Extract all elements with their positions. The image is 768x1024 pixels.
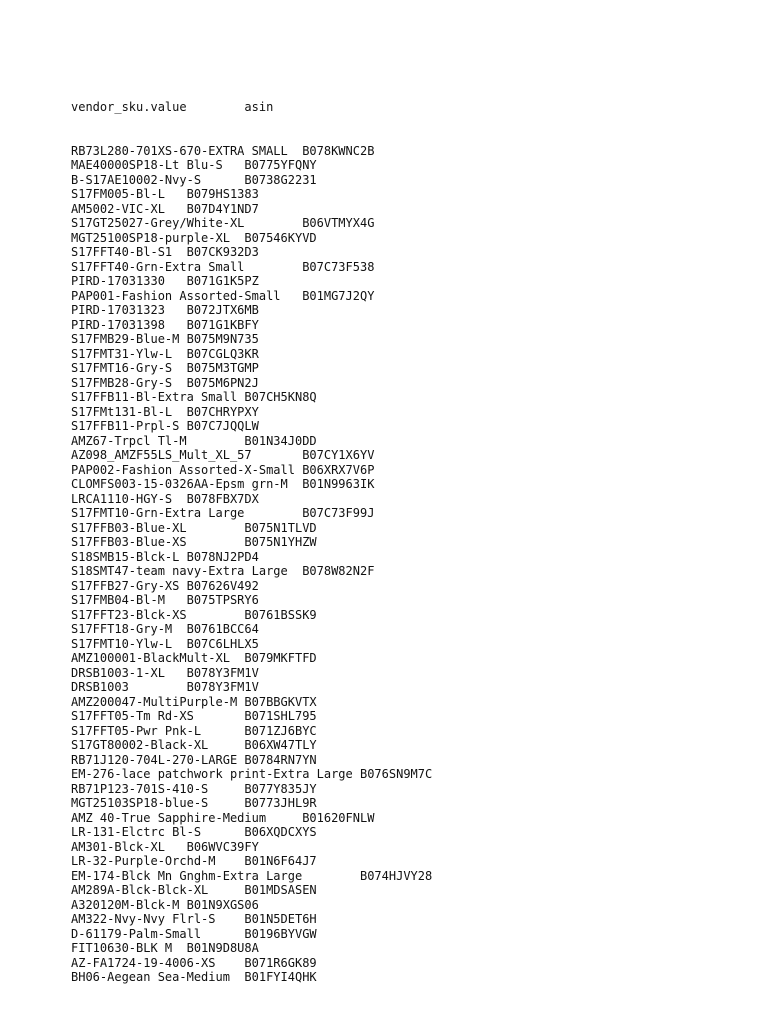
asin-value: B07CY1X6YV	[302, 448, 375, 462]
list-item	[71, 593, 432, 608]
asin-value: B071R6GK89	[244, 955, 317, 970]
list-item	[71, 521, 432, 536]
vendor-sku-value: PIRD-17031330	[71, 274, 165, 288]
asin-value: B071SHL795	[244, 709, 317, 723]
asin-value: B079MKFTFD	[244, 651, 317, 665]
vendor-sku-value: RB71J120-704L-270-LARGE	[71, 752, 238, 767]
asin-value: B01MDSASEN	[244, 883, 317, 897]
header-sku: vendor_sku.value	[71, 100, 187, 114]
vendor-sku-value: S18SMT47-team navy-Extra Large	[71, 564, 288, 578]
list-item	[71, 854, 432, 869]
asin-value: B0775YFQNY	[244, 158, 317, 172]
asin-value: B01FYI4QHK	[244, 970, 317, 984]
list-item	[71, 608, 432, 623]
asin-value: B01620FNLW	[302, 810, 375, 825]
asin-value: B071G1K5PZ	[186, 274, 259, 288]
list-item	[71, 811, 432, 826]
list-item	[71, 260, 432, 275]
vendor-sku-value: S17GT80002-Black-XL	[71, 738, 209, 752]
vendor-sku-value: CLOMFS003-15-0326AA-Epsm grn-M	[71, 477, 288, 491]
list-item	[71, 332, 432, 347]
list-item	[71, 361, 432, 376]
vendor-sku-value: S17FFB11-Prpl-S	[71, 419, 180, 433]
header-asin: asin	[244, 100, 274, 114]
vendor-sku-value: AMZ200047-MultiPurple-M	[71, 694, 238, 709]
vendor-sku-value: AM5002-VIC-XL	[71, 201, 165, 216]
list-item	[71, 782, 432, 797]
list-item	[71, 347, 432, 362]
vendor-sku-value: AM289A-Blck-Blck-XL	[71, 883, 209, 897]
vendor-sku-value: DRSB1003-1-XL	[71, 665, 165, 680]
asin-value: B075M9N735	[186, 332, 259, 346]
list-item	[71, 158, 432, 173]
list-item	[71, 651, 432, 666]
asin-value: B076SN9M7C	[359, 767, 433, 781]
asin-value: B06WVC39FY	[186, 839, 259, 854]
list-item	[71, 448, 432, 463]
vendor-sku-value: S17FFT23-Blck-XS	[71, 607, 187, 622]
list-item	[71, 680, 432, 695]
list-item	[71, 477, 432, 492]
asin-value: B0773JHL9R	[244, 796, 317, 810]
list-item	[71, 419, 432, 434]
vendor-sku-value: S18SMB15-Blck-L	[71, 549, 180, 564]
vendor-sku-value: PAP002-Fashion Assorted-X-Small	[71, 462, 295, 477]
vendor-sku-value: AMZ100001-BlackMult-XL	[71, 651, 230, 665]
list-item	[71, 492, 432, 507]
asin-value: B0738G2231	[244, 172, 317, 187]
asin-value: B07626V492	[186, 578, 259, 593]
vendor-sku-value: S17FM005-Bl-L	[71, 187, 165, 201]
asin-value: B07C7JQQLW	[186, 419, 259, 433]
list-item	[71, 767, 432, 782]
vendor-sku-value: AMZ 40-True Sapphire-Medium	[71, 810, 267, 825]
asin-value: B07C6LHLX5	[186, 636, 259, 651]
vendor-sku-value: LRCA1110-HGY-S	[71, 491, 173, 506]
list-item	[71, 318, 432, 333]
vendor-sku-value: PIRD-17031398	[71, 317, 165, 332]
list-item	[71, 564, 432, 579]
asin-value: B0761BCC64	[186, 622, 259, 636]
list-item	[71, 579, 432, 594]
vendor-sku-value: S17FFT05-Pwr Pnk-L	[71, 723, 202, 738]
vendor-sku-value: AZ-FA1724-19-4006-XS	[71, 955, 216, 970]
vendor-sku-value: RB71P123-701S-410-S	[71, 781, 209, 796]
asin-value: B0784RN7YN	[244, 752, 317, 767]
vendor-sku-value: S17FMT10-Grn-Extra Large	[71, 506, 245, 520]
asin-value: B07BBGKVTX	[244, 694, 317, 709]
vendor-sku-value: S17FMT31-Ylw-L	[71, 346, 173, 361]
list-item	[71, 695, 432, 710]
asin-value: B075N1TLVD	[244, 520, 317, 535]
list-item	[71, 535, 432, 550]
list-item	[71, 245, 432, 260]
vendor-sku-value: B-S17AE10002-Nvy-S	[71, 172, 202, 187]
list-item	[71, 970, 432, 985]
list-item	[71, 883, 432, 898]
asin-value: B01MG7J2QY	[302, 288, 375, 303]
asin-value: B01N9XGS06	[186, 897, 259, 912]
asin-value: B01N9D8U8A	[186, 941, 259, 955]
vendor-sku-value: S17FMt131-Bl-L	[71, 404, 173, 419]
list-item	[71, 202, 432, 217]
vendor-sku-value: DRSB1003	[71, 680, 129, 694]
vendor-sku-value: S17FFB03-Blue-XL	[71, 520, 187, 535]
list-item	[71, 738, 432, 753]
asin-value: B075M3TGMP	[186, 361, 259, 375]
tab-separated-listing	[71, 71, 432, 999]
asin-value: B01N34J0DD	[244, 433, 317, 448]
list-item	[71, 173, 432, 188]
list-item	[71, 941, 432, 956]
header-row	[71, 100, 432, 115]
vendor-sku-value: S17FMT10-Ylw-L	[71, 636, 173, 651]
vendor-sku-value: EM-174-Blck Mn Gnghm-Extra Large	[71, 868, 303, 883]
vendor-sku-value: S17FMB29-Blue-M	[71, 332, 180, 346]
list-item	[71, 231, 432, 246]
asin-value: B06XQDCXYS	[244, 825, 317, 839]
vendor-sku-value: AM322-Nvy-Nvy Flrl-S	[71, 912, 216, 926]
vendor-sku-value: RB73L280-701XS-670-EXTRA SMALL	[71, 143, 288, 158]
asin-value: B01N9963IK	[302, 477, 375, 491]
asin-value: B078NJ2PD4	[186, 549, 259, 564]
vendor-sku-value: LR-131-Elctrc Bl-S	[71, 825, 202, 839]
list-item	[71, 550, 432, 565]
asin-value: B078Y3FM1V	[186, 680, 259, 694]
vendor-sku-value: S17FFT40-Bl-S1	[71, 245, 173, 259]
vendor-sku-value: S17FFT18-Gry-M	[71, 622, 173, 636]
vendor-sku-value: AMZ67-Trpcl Tl-M	[71, 433, 187, 448]
list-item	[71, 898, 432, 913]
asin-value: B075M6PN2J	[186, 375, 259, 390]
asin-value: B074HJVY28	[359, 868, 433, 883]
vendor-sku-value: EM-276-lace patchwork print-Extra Large	[71, 767, 353, 781]
vendor-sku-value: MGT25100SP18-purple-XL	[71, 230, 230, 245]
list-item	[71, 506, 432, 521]
vendor-sku-value: A320120M-Blck-M	[71, 897, 180, 912]
list-item	[71, 144, 432, 159]
asin-value: B01N5DET6H	[244, 912, 317, 926]
vendor-sku-value: MAE40000SP18-Lt Blu-S	[71, 158, 223, 172]
vendor-sku-value: LR-32-Purple-Orchd-M	[71, 854, 216, 868]
vendor-sku-value: S17FFT40-Grn-Extra Small	[71, 259, 245, 274]
asin-value: B071G1KBFY	[186, 317, 259, 332]
list-item	[71, 825, 432, 840]
vendor-sku-value: FIT10630-BLK M	[71, 941, 173, 955]
asin-value: B07C73F99J	[302, 506, 375, 520]
list-item	[71, 753, 432, 768]
list-item	[71, 622, 432, 637]
vendor-sku-value: MGT25103SP18-blue-S	[71, 796, 209, 810]
list-item	[71, 303, 432, 318]
vendor-sku-value: BH06-Aegean Sea-Medium	[71, 970, 230, 984]
asin-value: B078FBX7DX	[186, 491, 259, 506]
asin-value: B078W82N2F	[302, 564, 375, 578]
asin-value: B072JTX6MB	[186, 303, 259, 317]
vendor-sku-value: D-61179-Palm-Small	[71, 926, 202, 941]
list-item	[71, 840, 432, 855]
vendor-sku-value: S17FFB03-Blue-XS	[71, 535, 187, 549]
vendor-sku-value: PAP001-Fashion Assorted-Small	[71, 288, 281, 303]
list-item	[71, 187, 432, 202]
list-item	[71, 405, 432, 420]
asin-value: B0196BYVGW	[244, 926, 317, 941]
list-item	[71, 274, 432, 289]
list-item	[71, 434, 432, 449]
vendor-sku-value: S17FMT16-Gry-S	[71, 361, 173, 375]
list-item	[71, 724, 432, 739]
asin-value: B07CH5KN8Q	[244, 390, 317, 404]
asin-value: B07CGLQ3KR	[186, 346, 259, 361]
sku-list	[71, 144, 432, 985]
vendor-sku-value: S17GT25027-Grey/White-XL	[71, 216, 245, 230]
asin-value: B07546KYVD	[244, 230, 317, 245]
list-item	[71, 869, 432, 884]
asin-value: B071ZJ6BYC	[244, 723, 317, 738]
asin-value: B06VTMYX4G	[302, 216, 375, 230]
asin-value: B07CHRYPXY	[186, 404, 259, 419]
asin-value: B07D4Y1ND7	[186, 201, 259, 216]
list-item	[71, 912, 432, 927]
asin-value: B078KWNC2B	[302, 143, 375, 158]
list-item	[71, 666, 432, 681]
list-item	[71, 289, 432, 304]
vendor-sku-value: S17FMB04-Bl-M	[71, 593, 165, 607]
list-item	[71, 390, 432, 405]
vendor-sku-value: S17FFT05-Tm Rd-XS	[71, 709, 194, 723]
asin-value: B075TPSRY6	[186, 593, 259, 607]
asin-value: B078Y3FM1V	[186, 665, 259, 680]
list-item	[71, 796, 432, 811]
asin-value: B01N6F64J7	[244, 854, 317, 868]
asin-value: B077Y835JY	[244, 781, 317, 796]
list-item	[71, 216, 432, 231]
list-item	[71, 637, 432, 652]
vendor-sku-value: AM301-Blck-XL	[71, 839, 165, 854]
vendor-sku-value: S17FFB11-Bl-Extra Small	[71, 390, 238, 404]
vendor-sku-value: S17FMB28-Gry-S	[71, 375, 173, 390]
asin-value: B079HS1383	[186, 187, 259, 201]
vendor-sku-value: S17FFB27-Gry-XS	[71, 578, 180, 593]
list-item	[71, 709, 432, 724]
asin-value: B07C73F538	[302, 259, 375, 274]
vendor-sku-value: AZ098_AMZF55LS_Mult_XL_57	[71, 448, 252, 462]
asin-value: B06XW47TLY	[244, 738, 317, 752]
asin-value: B0761BSSK9	[244, 607, 317, 622]
asin-value: B075N1YHZW	[244, 535, 317, 549]
list-item	[71, 927, 432, 942]
asin-value: B07CK932D3	[186, 245, 259, 259]
list-item	[71, 463, 432, 478]
list-item	[71, 956, 432, 971]
vendor-sku-value: PIRD-17031323	[71, 303, 165, 317]
asin-value: B06XRX7V6P	[302, 462, 375, 477]
list-item	[71, 376, 432, 391]
